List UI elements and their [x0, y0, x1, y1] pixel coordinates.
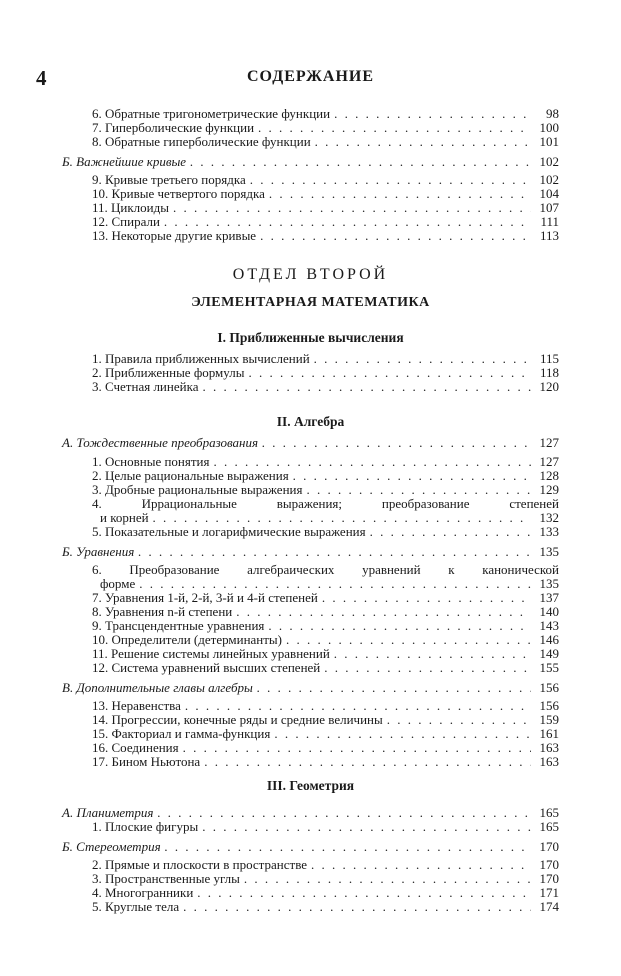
- dot-leader: [250, 173, 531, 187]
- toc-entry-page: 163: [539, 740, 559, 755]
- toc-entry-label: и корней: [100, 510, 149, 525]
- toc-entry-label: 1. Плоские фигуры: [92, 819, 199, 834]
- dot-leader: [334, 647, 531, 661]
- dot-leader: [183, 900, 531, 914]
- chapter-title: II. Алгебра: [276, 414, 345, 429]
- dot-leader: [165, 840, 531, 854]
- toc-entry-label: 10. Определители (детерминанты): [92, 632, 282, 647]
- toc-section-page: 102: [539, 154, 559, 169]
- toc-entry-label: 1. Правила приближенных вычислений: [92, 351, 310, 366]
- toc-entry-label: 3. Дробные рациональные выражения: [92, 482, 303, 497]
- toc-entry[interactable]: [92, 525, 559, 539]
- chapter-title: III. Геометрия: [266, 778, 355, 793]
- dot-leader: [213, 455, 531, 469]
- toc-entry-label: 4. Многогранники: [92, 885, 194, 900]
- dot-leader: [190, 155, 531, 169]
- dot-leader: [244, 872, 531, 886]
- dot-leader: [324, 661, 531, 675]
- toc-entry-page: 143: [539, 618, 559, 633]
- toc-entry-page: 113: [539, 228, 559, 243]
- toc-entry-page: 128: [539, 468, 559, 483]
- dot-leader: [274, 727, 531, 741]
- dot-leader: [370, 525, 531, 539]
- toc-entry[interactable]: [92, 661, 559, 675]
- dot-leader: [258, 121, 531, 135]
- dot-leader: [164, 215, 531, 229]
- toc-entry-label: 17. Бином Ньютона: [92, 754, 201, 769]
- toc-entry[interactable]: [92, 858, 559, 872]
- toc-section-label: Б. Уравнения: [62, 544, 135, 559]
- toc-entry-page: 135: [539, 576, 559, 591]
- toc-section[interactable]: [62, 155, 559, 169]
- toc-entry[interactable]: [92, 605, 559, 619]
- toc-entry-page: 100: [539, 120, 559, 135]
- toc-entry[interactable]: [92, 633, 559, 647]
- toc-entry-label: 7. Гиперболические функции: [92, 120, 255, 135]
- toc-entry-page: 146: [539, 632, 559, 647]
- toc-entry-label: 3. Счетная линейка: [92, 379, 199, 394]
- dot-leader: [138, 545, 531, 559]
- dot-leader: [173, 201, 531, 215]
- toc-entry[interactable]: [92, 187, 559, 201]
- toc-entry[interactable]: [92, 455, 559, 469]
- toc-entry[interactable]: [92, 380, 559, 394]
- toc-section-label: А. Планиметрия: [62, 805, 154, 820]
- part-title: ОТДЕЛ ВТОРОЙ: [232, 266, 389, 283]
- toc-entry[interactable]: [92, 215, 559, 229]
- toc-entry-page: 129: [539, 482, 559, 497]
- toc-entry[interactable]: [100, 511, 559, 525]
- dot-leader: [185, 699, 531, 713]
- toc-entry-label: 7. Уравнения 1-й, 2-й, 3-й и 4-й степеней: [92, 590, 318, 605]
- dot-leader: [306, 483, 531, 497]
- toc-entry[interactable]: [92, 352, 559, 366]
- dot-leader: [204, 755, 531, 769]
- toc-entry-page: 165: [539, 819, 559, 834]
- toc-entry-label: 16. Соединения: [92, 740, 179, 755]
- toc-entry-page: 133: [539, 524, 559, 539]
- toc-entry[interactable]: [92, 699, 559, 713]
- toc-section[interactable]: [62, 806, 559, 820]
- toc-entry-label: 8. Обратные гиперболические функции: [92, 134, 311, 149]
- toc-entry[interactable]: [92, 591, 559, 605]
- toc-entry-page: 137: [539, 590, 559, 605]
- dot-leader: [248, 366, 531, 380]
- dot-leader: [153, 511, 531, 525]
- toc-entry-page: 156: [539, 698, 559, 713]
- toc-entry-page: 159: [539, 712, 559, 727]
- toc-entry-label: 2. Целые рациональные выражения: [92, 468, 289, 483]
- dot-leader: [262, 436, 531, 450]
- toc-entry[interactable]: [92, 741, 559, 755]
- toc-entry-label: 1. Основные понятия: [92, 454, 210, 469]
- toc-entry-label: 11. Решение системы линейных уравнений: [92, 646, 330, 661]
- toc-entry-label: 13. Некоторые другие кривые: [92, 228, 257, 243]
- toc-entry[interactable]: [92, 820, 559, 834]
- toc-entry-page: 155: [539, 660, 559, 675]
- toc-section-label: А. Тождественные преобразования: [62, 435, 259, 450]
- toc-section[interactable]: [62, 681, 559, 695]
- dot-leader: [157, 806, 531, 820]
- toc-entry-label: 13. Неравенства: [92, 698, 181, 713]
- toc-entry[interactable]: [92, 135, 559, 149]
- toc-entry-page: 140: [539, 604, 559, 619]
- dot-leader: [293, 469, 531, 483]
- toc-entry-page: 170: [539, 871, 559, 886]
- toc-entry[interactable]: [92, 886, 559, 900]
- toc-entry-page: 174: [539, 899, 559, 914]
- dot-leader: [236, 605, 531, 619]
- toc-entry-label[interactable]: 4. Иррациональные выражения; преобразование степеней: [92, 496, 559, 511]
- part-subtitle: ЭЛЕМЕНТАРНАЯ МАТЕМАТИКА: [191, 295, 430, 310]
- toc-entry-label: 11. Циклоиды: [92, 200, 169, 215]
- toc-entry[interactable]: [92, 647, 559, 661]
- dot-leader: [202, 820, 531, 834]
- toc-entry-label: 2. Прямые и плоскости в пространстве: [92, 857, 308, 872]
- toc-entry-page: 171: [539, 885, 559, 900]
- toc-entry-page: 161: [539, 726, 559, 741]
- toc-section-label: В. Дополнительные главы алгебры: [62, 680, 253, 695]
- toc-entry-page: 132: [539, 510, 559, 525]
- toc-entry[interactable]: [92, 483, 559, 497]
- dot-leader: [334, 107, 531, 121]
- toc-section-page: 135: [539, 544, 559, 559]
- toc-entry-page: 149: [539, 646, 559, 661]
- dot-leader: [286, 633, 531, 647]
- toc-section-page: 127: [539, 435, 559, 450]
- dot-leader: [260, 229, 531, 243]
- toc-entry-label: 3. Пространственные углы: [92, 871, 240, 886]
- dot-leader: [322, 591, 531, 605]
- toc-section-label: Б. Стереометрия: [62, 839, 161, 854]
- dot-leader: [314, 352, 531, 366]
- toc-entry-label: 2. Приближенные формулы: [92, 365, 245, 380]
- toc-section-label: Б. Важнейшие кривые: [62, 154, 187, 169]
- toc-entry-page: 115: [539, 351, 559, 366]
- toc-entry-page: 104: [539, 186, 559, 201]
- toc-section[interactable]: [62, 436, 559, 450]
- toc-entry[interactable]: [100, 577, 559, 591]
- toc-entry[interactable]: [92, 727, 559, 741]
- toc-section-page: 170: [539, 839, 559, 854]
- toc-entry[interactable]: [92, 900, 559, 914]
- toc-entry-label: 12. Система уравнений высших степеней: [92, 660, 321, 675]
- toc-entry-page: 170: [539, 857, 559, 872]
- running-head: СОДЕРЖАНИЕ: [246, 68, 375, 85]
- toc-entry[interactable]: [92, 201, 559, 215]
- toc-entry-page: 98: [546, 106, 559, 121]
- toc-entry-page: 118: [539, 365, 559, 380]
- toc-entry-page: 107: [539, 200, 559, 215]
- toc-entry-page: 120: [539, 379, 559, 394]
- toc-entry-label: 9. Трансцендентные уравнения: [92, 618, 265, 633]
- toc-entry-label: 14. Прогрессии, конечные ряды и средние величины: [92, 712, 383, 727]
- dot-leader: [257, 681, 531, 695]
- toc-entry[interactable]: [92, 366, 559, 380]
- dot-leader: [387, 713, 531, 727]
- dot-leader: [202, 380, 531, 394]
- dot-leader: [139, 577, 531, 591]
- toc-entry[interactable]: [92, 872, 559, 886]
- chapter-title: I. Приближенные вычисления: [217, 330, 404, 345]
- toc-entry-page: 163: [539, 754, 559, 769]
- dot-leader: [268, 619, 531, 633]
- dot-leader: [315, 135, 531, 149]
- toc-entry-label: 8. Уравнения n-й степени: [92, 604, 233, 619]
- toc-section[interactable]: [62, 545, 559, 559]
- toc-entry[interactable]: [92, 229, 559, 243]
- toc-entry-label: 9. Кривые третьего порядка: [92, 172, 246, 187]
- toc-entry[interactable]: [92, 619, 559, 633]
- toc-entry[interactable]: [92, 713, 559, 727]
- toc-section-page: 156: [539, 680, 559, 695]
- toc-section-page: 165: [539, 805, 559, 820]
- dot-leader: [183, 741, 531, 755]
- toc-entry[interactable]: [92, 469, 559, 483]
- page-number: 4: [36, 66, 47, 90]
- dot-leader: [311, 858, 531, 872]
- toc-entry-label[interactable]: 6. Преобразование алгебраических уравнений к канонической: [92, 562, 559, 577]
- toc-entry-page: 102: [539, 172, 559, 187]
- toc-entry-label: 5. Показательные и логарифмические выражения: [92, 524, 366, 539]
- toc-entry[interactable]: [92, 107, 559, 121]
- toc-entry-page: 127: [539, 454, 559, 469]
- toc-entry-label: 6. Обратные тригонометрические функции: [92, 106, 331, 121]
- toc-entry[interactable]: [92, 755, 559, 769]
- toc-entry[interactable]: [92, 173, 559, 187]
- toc-entry-page: 111: [540, 214, 559, 229]
- toc-entry-label: форме: [100, 576, 136, 591]
- toc-entry[interactable]: [92, 121, 559, 135]
- dot-leader: [269, 187, 531, 201]
- toc-section[interactable]: [62, 840, 559, 854]
- toc-entry-label: 5. Круглые тела: [92, 899, 180, 914]
- toc-entry-label: 10. Кривые четвертого порядка: [92, 186, 265, 201]
- toc-entry-page: 101: [539, 134, 559, 149]
- toc-entry-label: 12. Спирали: [92, 214, 160, 229]
- dot-leader: [197, 886, 531, 900]
- toc-entry-label: 15. Факториал и гамма-функция: [92, 726, 271, 741]
